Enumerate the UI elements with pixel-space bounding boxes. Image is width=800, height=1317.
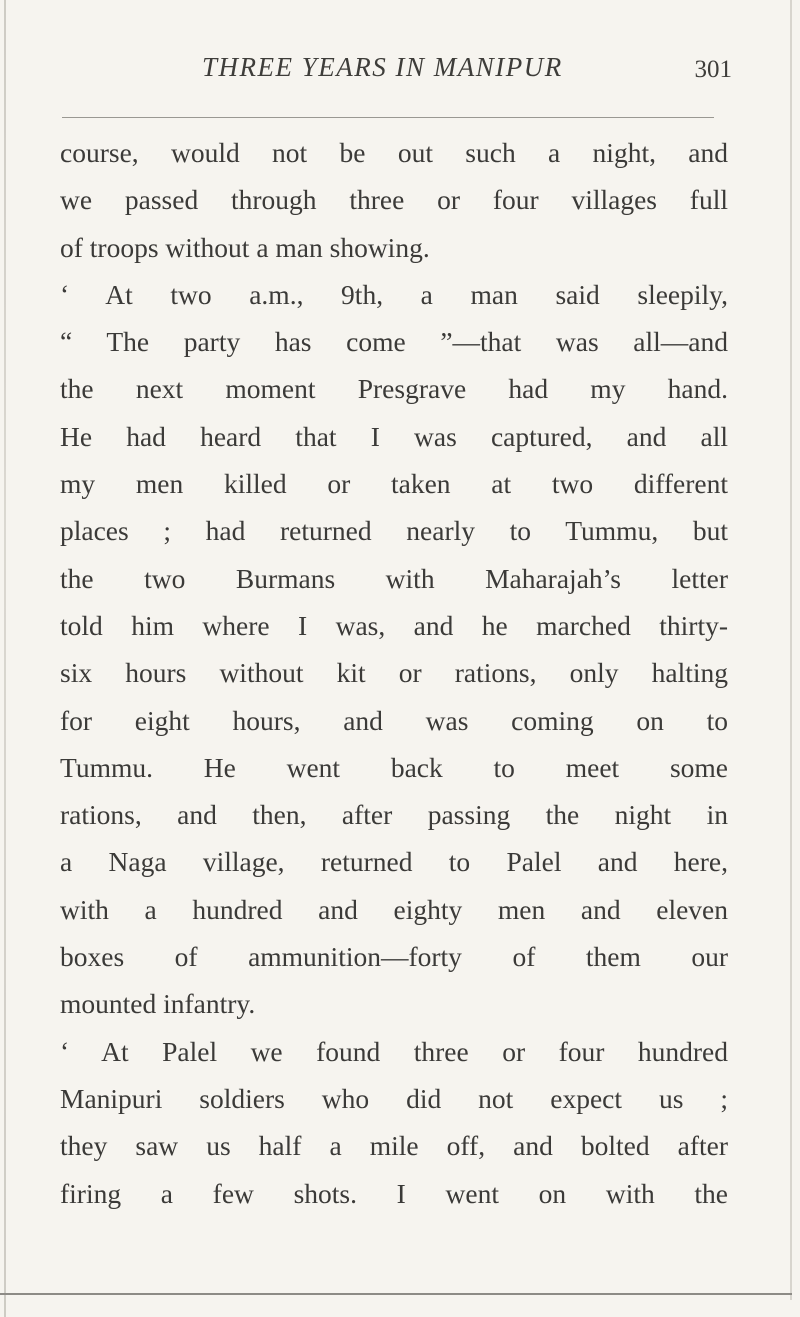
text-line: six hours without kit or rations, only halting — [60, 657, 728, 689]
text-line: firing a few shots. I went on with the — [60, 1177, 728, 1209]
text-line: “ The party has come ”—that was all—and — [60, 326, 728, 358]
text-line: my men killed or taken at two different — [60, 468, 728, 500]
text-line: mounted infantry. — [60, 988, 256, 1020]
text-line: Tummu. He went back to meet some — [60, 751, 728, 783]
running-title: THREE YEARS IN MANIPUR — [202, 52, 563, 82]
text-line: the two Burmans with Maharajah’s letter — [60, 562, 728, 594]
text-line: they saw us half a mile off, and bolted after — [60, 1130, 728, 1162]
text-line: we passed through three or four villages full — [60, 184, 728, 216]
page-number: 301 — [694, 56, 732, 83]
text-line: ‘ At Palel we found three or four hundred — [60, 1035, 728, 1067]
text-line: for eight hours, and was coming on to — [60, 704, 728, 736]
page-right-edge — [790, 0, 792, 1300]
text-line: of troops without a man showing. — [60, 231, 430, 263]
page-header — [60, 52, 732, 92]
text-line: course, would not be out such a night, and — [60, 137, 728, 168]
text-line: boxes of ammunition—forty of them our — [60, 941, 728, 973]
text-line: with a hundred and eighty men and eleven — [60, 893, 728, 925]
page-bottom-edge — [0, 1293, 792, 1295]
page-left-edge — [4, 0, 6, 1317]
header-rule — [62, 117, 714, 118]
text-line: places ; had returned nearly to Tummu, but — [60, 515, 728, 547]
text-line: He had heard that I was captured, and all — [60, 420, 728, 452]
text-line: rations, and then, after passing the night in — [60, 799, 728, 831]
text-line: Manipuri soldiers who did not expect us ; — [60, 1082, 728, 1114]
text-line: a Naga village, returned to Palel and here, — [60, 846, 728, 878]
body-text — [60, 129, 728, 1217]
text-line: ‘ At two a.m., 9th, a man said sleepily, — [60, 278, 728, 310]
text-line: told him where I was, and he marched thirty- — [60, 609, 728, 641]
text-line: the next moment Presgrave had my hand. — [60, 373, 728, 405]
